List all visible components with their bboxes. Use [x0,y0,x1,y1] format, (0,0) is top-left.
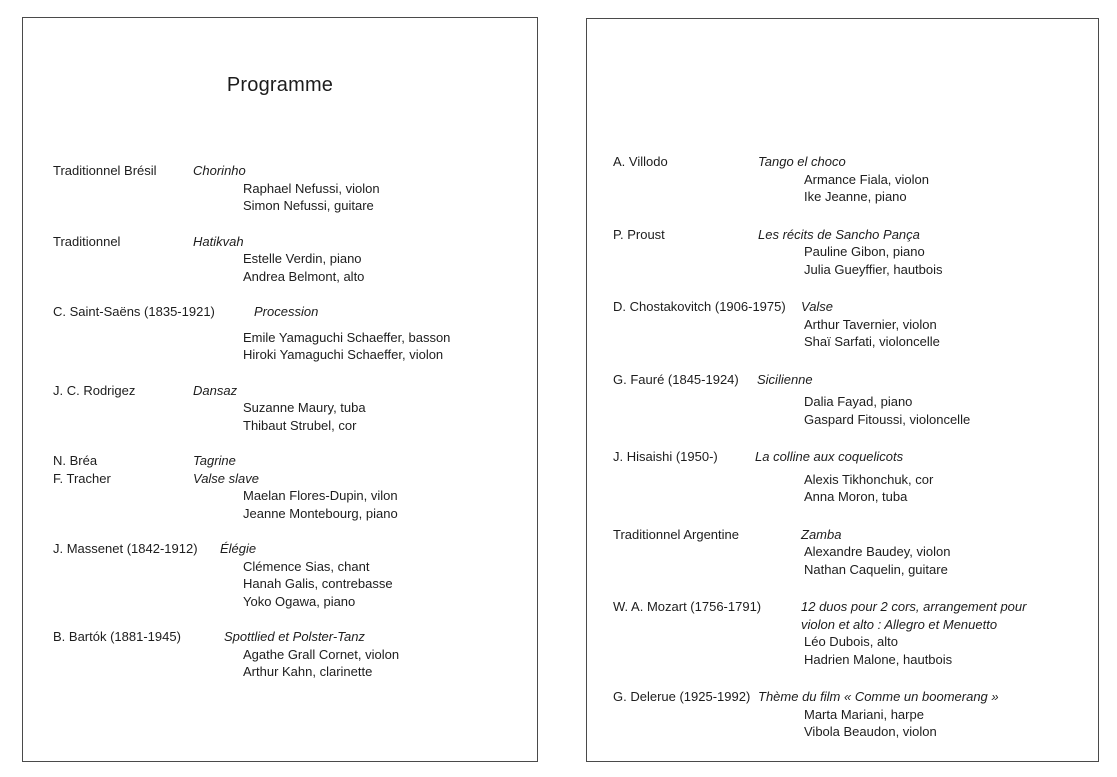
programme-entry [23,382,537,435]
programme-line [587,488,1098,506]
programme-line [587,651,1098,669]
performer-line: Hadrien Malone, hautbois [804,651,953,667]
programme-entry [23,540,537,610]
programme-line [23,329,537,347]
programme-line [587,316,1098,334]
composer-name: J. Massenet (1842-1912) [53,541,198,556]
composer-name: B. Bartók (1881-1945) [53,629,181,644]
performer-line: Marta Mariani, harpe [804,706,924,722]
programme-line [23,575,537,593]
performer-line: Simon Nefussi, guitare [243,198,374,213]
performer-line: Arthur Tavernier, violon [804,316,937,332]
performer-line: Raphael Nefussi, violon [243,180,380,196]
piece-title: Thème du film « Comme un boomerang » [758,689,999,704]
programme-entry [587,688,1098,741]
programme-line [587,393,1098,411]
performer-line: Vibola Beaudon, violon [804,724,937,739]
programme-entry [587,226,1098,279]
performer-line: Alexis Tikhonchuk, cor [804,471,934,487]
programme-line [23,162,537,180]
programme-line [23,593,537,611]
composer-name: P. Proust [613,226,665,242]
programme-line [23,417,537,435]
performer-line: Estelle Verdin, piano [243,251,362,266]
programme-line [587,153,1098,171]
performer-line: Pauline Gibon, piano [804,244,925,259]
page-title: Programme [226,74,334,96]
programme-entry [23,233,537,286]
piece-title: Tagrine [193,453,236,468]
programme-line [587,188,1098,206]
composer-name: D. Chostakovitch (1906-1975) [613,299,786,314]
composer-name: G. Delerue (1925-1992) [613,689,751,704]
performer-line: Andrea Belmont, alto [243,268,365,284]
programme-entry [23,303,537,364]
performer-line: Clémence Sias, chant [243,558,370,574]
performer-line: Emile Yamaguchi Schaeffer, basson [243,329,451,345]
piece-title: Zamba [801,526,842,542]
performer-line: Gaspard Fitoussi, violoncelle [804,411,971,427]
programme-line [23,382,537,400]
performer-line: Anna Moron, tuba [804,489,908,504]
programme-line [23,558,537,576]
piece-title: Valse [801,299,834,314]
composer-name: F. Tracher [53,470,111,486]
programme-line [587,411,1098,429]
programme-line [23,233,537,251]
composer-name: W. A. Mozart (1756-1791) [613,599,762,614]
performer-line: Thibaut Strubel, cor [243,417,357,433]
programme-entry [587,448,1098,506]
performer-line: Maelan Flores-Dupin, vilon [243,488,398,503]
performer-line: Shaï Sarfati, violoncelle [804,334,940,349]
programme-line [587,471,1098,489]
programme-line [23,197,537,215]
programme-line [23,663,537,681]
piece-title: Procession [254,304,319,319]
programme-line [587,526,1098,544]
composer-name: Traditionnel Brésil [53,163,157,178]
piece-title: Tango el choco [758,154,846,169]
performer-line: Hiroki Yamaguchi Schaeffer, violon [243,347,444,362]
piece-title: La colline aux coquelicots [755,449,904,464]
composer-name: N. Bréa [53,453,98,468]
programme-line [23,628,537,646]
composer-name: C. Saint-Saëns (1835-1921) [53,304,215,319]
piece-title: 12 duos pour 2 cors, arrangement pour [801,599,1027,614]
programme-line [23,268,537,286]
programme-line [23,540,537,558]
performer-line: Jeanne Montebourg, piano [243,505,398,521]
programme-line [587,298,1098,316]
programme-line [23,487,537,505]
composer-name: Traditionnel [53,233,121,249]
programme-line [587,171,1098,189]
programme-line [587,723,1098,741]
composer-name: J. Hisaishi (1950-) [613,449,718,464]
programme-entry [23,162,537,215]
piece-title: Hatikvah [193,233,244,249]
performer-line: Yoko Ogawa, piano [243,593,356,609]
programme-line [587,226,1098,244]
piece-title: Sicilienne [757,371,813,387]
programme-entry [587,153,1098,206]
programme-line [23,452,537,470]
performer-line: Armance Fiala, violon [804,171,929,187]
programme-line [587,561,1098,579]
programme-line [587,261,1098,279]
programme-entry [23,452,537,522]
page-2-entries [587,19,1098,741]
piece-title: Spottlied et Polster-Tanz [224,629,365,644]
page-2 [586,18,1099,762]
performer-line: Alexandre Baudey, violon [804,544,951,559]
page-1 [22,17,538,762]
programme-line [587,688,1098,706]
composer-name: A. Villodo [613,154,668,169]
programme-entry [587,598,1098,668]
programme-line [587,243,1098,261]
programme-line [587,616,1098,634]
programme-line [23,250,537,268]
performer-line: Léo Dubois, alto [804,634,898,649]
programme-line [23,303,537,321]
performer-line: Hanah Galis, contrebasse [243,576,393,591]
programme-line [587,448,1098,466]
performer-line: Agathe Grall Cornet, violon [243,646,400,662]
programme-line [23,180,537,198]
piece-title: violon et alto : Allegro et Menuetto [801,616,998,632]
programme-line [587,598,1098,616]
performer-line: Ike Jeanne, piano [804,189,907,204]
piece-title: Valse slave [193,470,259,486]
programme-entry [587,371,1098,429]
performer-line: Suzanne Maury, tuba [243,400,366,415]
programme-line [23,470,537,488]
piece-title: Chorinho [193,163,246,178]
composer-name: G. Fauré (1845-1924) [613,371,739,387]
programme-line [23,646,537,664]
page-1-entries [23,162,537,681]
programme-line [587,633,1098,651]
performer-line: Julia Gueyffier, hautbois [804,261,943,277]
programme-line [23,346,537,364]
programme-line [23,399,537,417]
programme-line [587,543,1098,561]
piece-title: Dansaz [193,382,238,398]
performer-line: Nathan Caquelin, guitare [804,561,948,577]
composer-name: J. C. Rodrigez [53,382,136,398]
programme-line [587,371,1098,389]
programme-entry [587,526,1098,579]
programme-line [23,505,537,523]
programme-line [587,333,1098,351]
piece-title: Les récits de Sancho Pança [758,226,920,242]
performer-line: Arthur Kahn, clarinette [243,664,373,679]
composer-name: Traditionnel Argentine [613,526,739,542]
piece-title: Élégie [220,541,257,556]
performer-line: Dalia Fayad, piano [804,394,913,409]
programme-line [587,706,1098,724]
programme-entry [23,628,537,681]
programme-entry [587,298,1098,351]
